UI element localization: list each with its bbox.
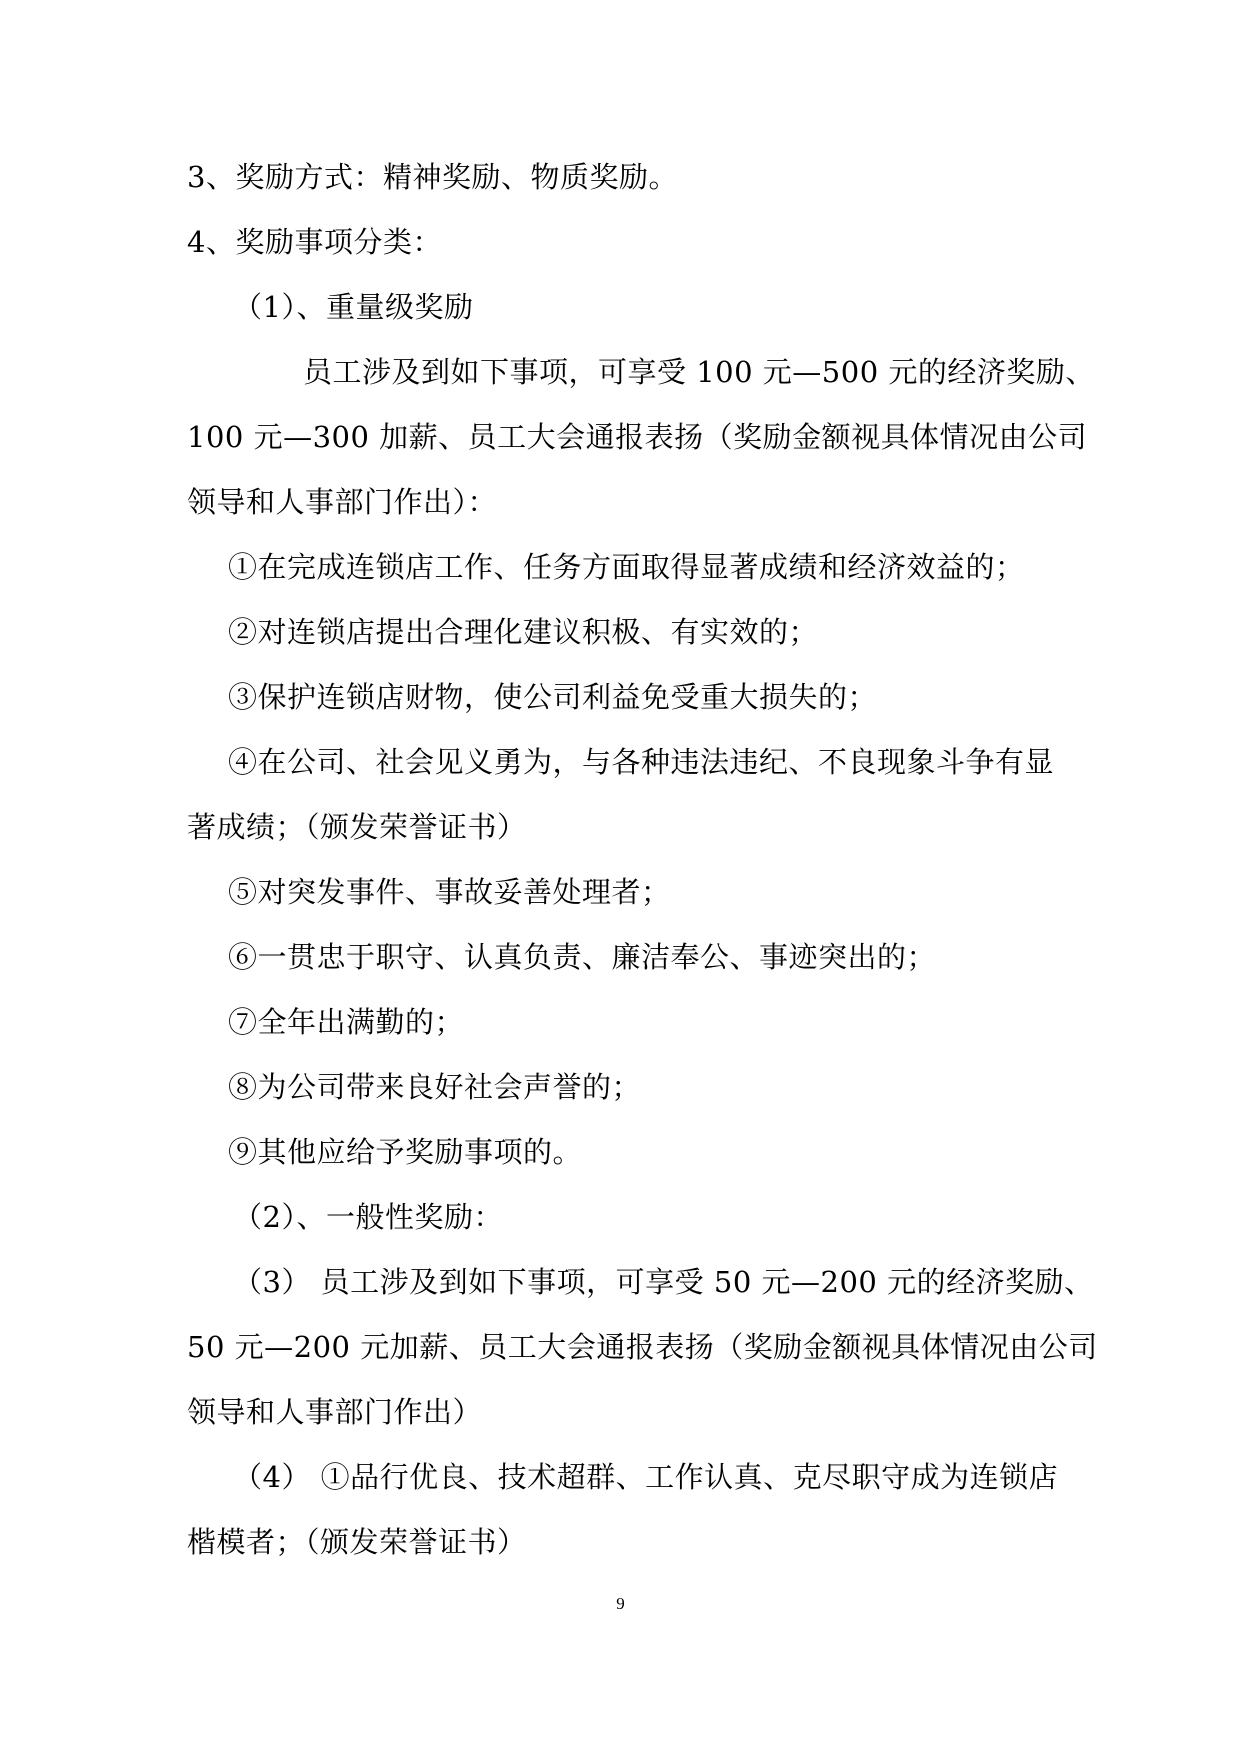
list-item: ⑥一贯忠于职守、认真负责、廉洁奉公、事迹突出的； <box>228 940 937 974</box>
list-item: ①在完成连锁店工作、任务方面取得显著成绩和经济效益的； <box>228 550 1025 584</box>
section-heading: （2）、一般性奖励： <box>233 1200 503 1234</box>
text-line: 3、奖励方式：精神奖励、物质奖励。 <box>187 160 678 194</box>
list-item: ③保护连锁店财物，使公司利益免受重大损失的； <box>228 680 878 714</box>
section-heading: （1）、重量级奖励 <box>233 290 474 324</box>
text-line: 员工涉及到如下事项，可享受 100 元—500 元的经济奖励、 <box>303 355 1095 389</box>
list-item: ⑧为公司带来良好社会声誉的； <box>228 1070 642 1104</box>
text-line: 领导和人事部门作出）： <box>187 485 498 519</box>
list-item: ④在公司、社会见义勇为，与各种违法违纪、不良现象斗争有显 <box>228 745 1055 779</box>
text-line: 楷模者；（颁发荣誉证书） <box>187 1525 527 1559</box>
text-line: （3） 员工涉及到如下事项，可享受 50 元—200 元的经济奖励、 <box>233 1265 1094 1299</box>
text-line: 领导和人事部门作出） <box>187 1395 483 1429</box>
text-line: 100 元—300 加薪、员工大会通报表扬（奖励金额视具体情况由公司 <box>187 420 1088 454</box>
page-number: 9 <box>616 1594 625 1613</box>
text-line: 著成绩；（颁发荣誉证书） <box>187 810 527 844</box>
list-item: ⑤对突发事件、事故妥善处理者； <box>228 875 671 909</box>
text-line: （4） ①品行优良、技术超群、工作认真、克尽职守成为连锁店 <box>233 1460 1059 1494</box>
text-line: 4、奖励事项分类： <box>187 225 442 259</box>
list-item: ②对连锁店提出合理化建议积极、有实效的； <box>228 615 819 649</box>
list-item: ⑦全年出满勤的； <box>228 1005 465 1039</box>
list-item: ⑨其他应给予奖励事项的。 <box>228 1135 583 1169</box>
text-line: 50 元—200 元加薪、员工大会通报表扬（奖励金额视具体情况由公司 <box>187 1330 1098 1364</box>
